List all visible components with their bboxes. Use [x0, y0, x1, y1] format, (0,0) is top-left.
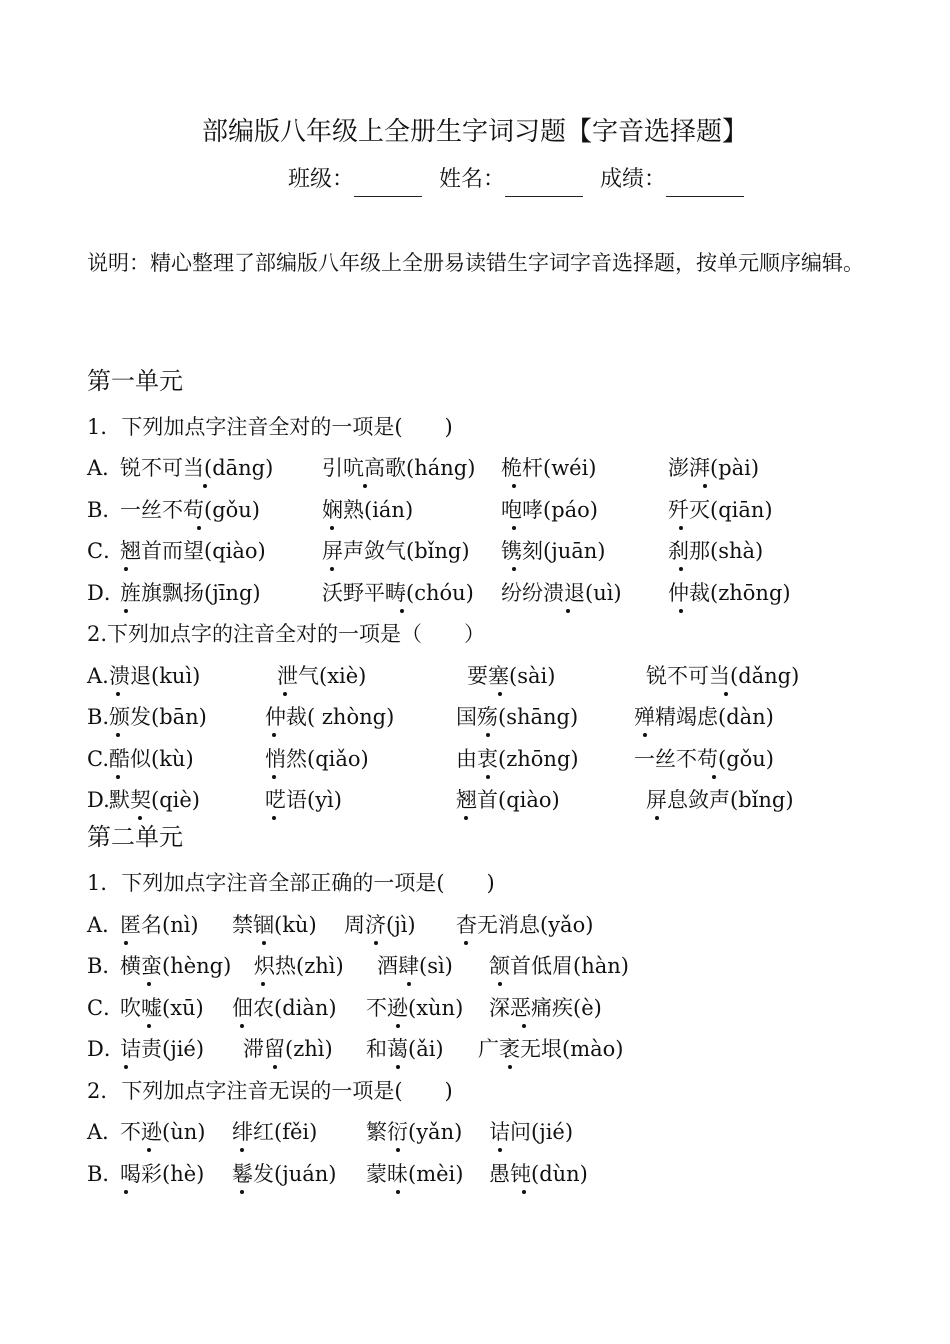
emphasis-dot [272, 733, 276, 737]
emphasis-dot [486, 733, 490, 737]
emphasis-dot [643, 733, 647, 737]
option-item: 旌旗飘扬(jīng) [120, 581, 261, 605]
option-row [87, 742, 907, 776]
option-row [87, 1157, 907, 1191]
emphasis-dot [272, 816, 276, 820]
option-row [87, 991, 907, 1025]
emphasis-dot [522, 1190, 526, 1194]
option-label: D． [87, 1037, 125, 1061]
option-item: 匿名(nì) [120, 913, 199, 937]
option-item: 刹那(shà) [668, 539, 764, 563]
option-item: 翘首而望(qiào) [120, 539, 266, 563]
option-item: 诘问(jié) [489, 1120, 574, 1144]
unit2-title: 第二单元 [87, 823, 183, 851]
emphasis-dot [522, 1024, 526, 1028]
option-label: D． [87, 581, 125, 605]
description-text: 说明：精心整理了部编版八年级上全册易读错生字词字音选择题，按单元顺序编辑。 [87, 251, 864, 275]
option-label: A. [87, 664, 109, 688]
emphasis-dot [240, 1190, 244, 1194]
option-item: 纷纷溃退(uì) [501, 581, 622, 605]
emphasis-dot [363, 484, 367, 488]
option-item: 蒙昧(mèi) [366, 1162, 464, 1186]
option-label: B． [87, 954, 124, 978]
option-item: 鬈发(juán) [232, 1162, 337, 1186]
emphasis-dot [330, 526, 334, 530]
option-label: B． [87, 498, 124, 522]
option-label: A． [87, 456, 124, 480]
option-item: 镌刻(juān) [501, 539, 606, 563]
emphasis-dot [655, 816, 659, 820]
option-item: 炽热(zhì) [254, 954, 344, 978]
option-label: C． [87, 996, 125, 1020]
option-label: B． [87, 1162, 124, 1186]
emphasis-dot [262, 941, 266, 945]
name-label: 姓名： [439, 167, 506, 192]
emphasis-dot [498, 982, 502, 986]
option-item: 沃野平畴(chóu) [322, 581, 474, 605]
option-row [87, 576, 907, 610]
class-blank [354, 170, 422, 197]
name-blank [505, 170, 583, 197]
option-item: 周济(jì) [344, 913, 416, 937]
option-item: 锐不可当(dāng) [120, 456, 274, 480]
option-item: 要塞(sài) [467, 664, 556, 688]
option-item: 禁锢(kù) [232, 913, 317, 937]
emphasis-dot [486, 775, 490, 779]
emphasis-dot [203, 484, 207, 488]
option-row [87, 451, 907, 485]
option-item: 屏息敛声(bǐng) [646, 788, 794, 812]
option-item: 屏声敛气(bǐng) [322, 539, 470, 563]
emphasis-dot [508, 1065, 512, 1069]
option-item: 默契(qiè) [109, 788, 200, 812]
option-item: 酒肆(sì) [377, 954, 453, 978]
option-label: D. [87, 788, 110, 812]
emphasis-dot [283, 692, 287, 696]
emphasis-dot [273, 1065, 277, 1069]
option-row [87, 1115, 907, 1149]
option-item: 澎湃(pài) [668, 456, 760, 480]
option-item: 滞留(zhì) [243, 1037, 333, 1061]
emphasis-dot [124, 609, 128, 613]
emphasis-dot [124, 567, 128, 571]
emphasis-dot [512, 567, 516, 571]
emphasis-dot [124, 1065, 128, 1069]
emphasis-dot [400, 609, 404, 613]
option-item: 国殇(shāng) [456, 705, 579, 729]
option-item: 和蔼(ǎi) [366, 1037, 444, 1061]
emphasis-dot [147, 1148, 151, 1152]
emphasis-dot [374, 941, 378, 945]
emphasis-dot [566, 609, 570, 613]
option-row [87, 1032, 907, 1066]
unit1-q1-stem: 1．下列加点字注音全对的一项是( ) [87, 415, 453, 439]
option-item: 颁发(bān) [109, 705, 207, 729]
option-item: 殚精竭虑(dàn) [634, 705, 774, 729]
emphasis-dot [679, 609, 683, 613]
option-row [87, 783, 907, 817]
option-item: 颔首低眉(hàn) [489, 954, 629, 978]
unit1-title: 第一单元 [87, 367, 183, 395]
option-item: 吹嘘(xū) [120, 996, 204, 1020]
emphasis-dot [512, 526, 516, 530]
class-label: 班级： [288, 167, 355, 192]
option-label: C. [87, 747, 109, 771]
option-item: 愚钝(dùn) [489, 1162, 588, 1186]
option-item: 繁衍(yǎn) [366, 1120, 463, 1144]
emphasis-dot [724, 692, 728, 696]
emphasis-dot [464, 816, 468, 820]
option-item: 娴熟(ián) [322, 498, 414, 522]
emphasis-dot [272, 775, 276, 779]
emphasis-dot [512, 484, 516, 488]
option-item: 杳无消息(yǎo) [456, 913, 594, 937]
option-item: 绯红(fěi) [232, 1120, 318, 1144]
score-label: 成绩： [600, 167, 667, 192]
option-item: 悄然(qiǎo) [265, 747, 369, 771]
emphasis-dot [240, 1024, 244, 1028]
emphasis-dot [116, 775, 120, 779]
emphasis-dot [240, 1148, 244, 1152]
emphasis-dot [679, 526, 683, 530]
option-item: 翘首(qiào) [456, 788, 560, 812]
option-item: 引吭高歌(háng) [322, 456, 476, 480]
unit2-q2-stem: 2．下列加点字注音无误的一项是( ) [87, 1079, 453, 1103]
score-blank [666, 170, 744, 197]
option-row [87, 949, 907, 983]
document-title: 部编版八年级上全册生字词习题【字音选择题】 [201, 117, 748, 147]
emphasis-dot [396, 1024, 400, 1028]
unit2-q1-stem: 1．下列加点字注音全部正确的一项是( ) [87, 871, 495, 895]
option-label: A． [87, 913, 124, 937]
option-item: 广袤无垠(mào) [478, 1037, 624, 1061]
emphasis-dot [261, 982, 265, 986]
emphasis-dot [396, 1190, 400, 1194]
option-item: 溃退(kuì) [109, 664, 201, 688]
emphasis-dot [498, 1148, 502, 1152]
emphasis-dot [396, 1065, 400, 1069]
option-row [87, 493, 907, 527]
option-item: 酷似(kù) [109, 747, 194, 771]
option-row [87, 908, 907, 942]
option-item: 锐不可当(dǎng) [646, 664, 800, 688]
option-item: 诘责(jié) [120, 1037, 205, 1061]
emphasis-dot [498, 692, 502, 696]
option-item: 桅杆(wéi) [501, 456, 597, 480]
emphasis-dot [138, 816, 142, 820]
option-row [87, 534, 907, 568]
option-row [87, 700, 907, 734]
option-item: 由衷(zhōng) [456, 747, 579, 771]
option-item: 深恶痛疾(è) [489, 996, 602, 1020]
emphasis-dot [464, 941, 468, 945]
emphasis-dot [116, 692, 120, 696]
emphasis-dot [124, 941, 128, 945]
option-item: 不逊(xùn) [366, 996, 464, 1020]
option-item: 呓语(yì) [265, 788, 342, 812]
option-item: 不逊(ùn) [120, 1120, 206, 1144]
option-item: 泄气(xiè) [277, 664, 367, 688]
emphasis-dot [330, 567, 334, 571]
option-item: 咆哮(páo) [501, 498, 598, 522]
option-item: 佃农(diàn) [232, 996, 337, 1020]
option-row [87, 659, 907, 693]
option-item: 喝彩(hè) [120, 1162, 205, 1186]
unit1-q2-stem: 2.下列加点字的注音全对的一项是（ ） [87, 622, 486, 646]
option-item: 歼灭(qiān) [668, 498, 773, 522]
emphasis-dot [124, 1190, 128, 1194]
student-info-line [288, 163, 754, 197]
option-item: 横蛮(hèng) [120, 954, 232, 978]
option-label: C． [87, 539, 125, 563]
option-label: B. [87, 705, 110, 729]
emphasis-dot [147, 982, 151, 986]
emphasis-dot [679, 567, 683, 571]
option-item: 仲裁(zhōng) [668, 581, 791, 605]
emphasis-dot [396, 1148, 400, 1152]
option-item: 一丝不苟(gǒu) [634, 747, 774, 771]
emphasis-dot [147, 1024, 151, 1028]
emphasis-dot [407, 982, 411, 986]
option-label: A． [87, 1120, 124, 1144]
emphasis-dot [703, 484, 707, 488]
emphasis-dot [712, 775, 716, 779]
option-item: 一丝不苟(gǒu) [120, 498, 260, 522]
emphasis-dot [116, 733, 120, 737]
emphasis-dot [197, 526, 201, 530]
option-item: 仲裁( zhòng) [265, 705, 395, 729]
